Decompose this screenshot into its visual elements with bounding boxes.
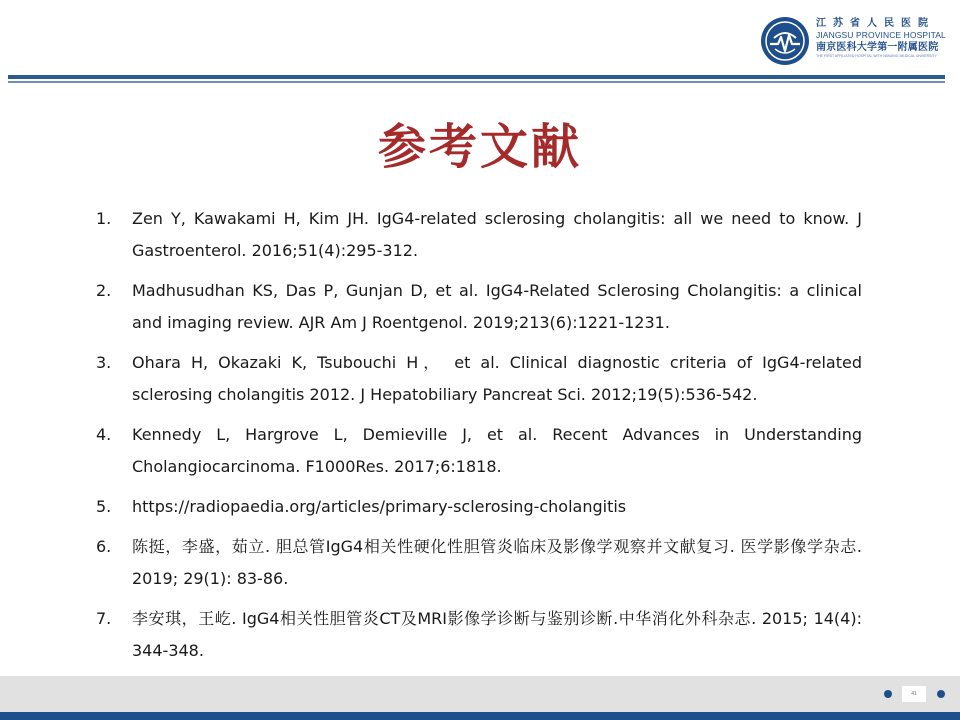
footer-dot-right-icon: [937, 690, 945, 698]
reference-text: Ohara H, Okazaki K, Tsubouchi H， et al. Clinical diagnostic criteria of IgG4-related sclerosing cholangitis 2012. J Hepatobiliary Pancreat Sci. 2012;19(5):536-542.: [132, 353, 862, 404]
hospital-logo: [760, 14, 950, 68]
reference-link[interactable]: https://radiopaedia.org/articles/primary-sclerosing-cholangitis: [132, 497, 627, 516]
reference-item: [96, 419, 862, 483]
reference-item: [96, 347, 862, 411]
logo-text-block: [816, 18, 946, 59]
footer-dot-left-icon: [884, 690, 892, 698]
reference-number: 6.: [96, 537, 112, 556]
hospital-affiliation-cn: 南京医科大学第一附属医院: [816, 42, 939, 53]
reference-item: [96, 203, 862, 267]
reference-item: [96, 491, 862, 523]
hospital-name-en: JIANGSU PROVINCE HOSPITAL: [816, 30, 946, 40]
footer-bar: [0, 712, 960, 720]
reference-number: 1.: [96, 209, 112, 228]
reference-item: [96, 275, 862, 339]
reference-list: [96, 203, 862, 675]
slide-title: 参考文献: [377, 119, 582, 175]
reference-text: 李安琪，王屹. IgG4相关性胆管炎CT及MRI影像学诊断与鉴别诊断.中华消化外科杂志. 2015; 14(4): 344-348.: [132, 609, 862, 660]
header-divider-thick: [8, 75, 945, 79]
reference-number: 4.: [96, 425, 112, 444]
page-number: 41: [902, 686, 926, 702]
hospital-name-cn: 江苏省人民医院: [816, 18, 935, 29]
reference-text: Madhusudhan KS, Das P, Gunjan D, et al. IgG4-Related Sclerosing Cholangitis: a clinical and imaging review. AJR Am J Roentgenol. 2019;213(6):1221-1231.: [132, 281, 862, 332]
reference-text: Zen Y, Kawakami H, Kim JH. IgG4-related sclerosing cholangitis: all we need to know. J Gastroenterol. 2016;51(4):295-312.: [132, 209, 862, 260]
footer-band: [0, 676, 960, 712]
reference-text: 陈挺，李盛，茹立. 胆总管IgG4相关性硬化性胆管炎临床及影像学观察并文献复习. 医学影像学杂志. 2019; 29(1): 83-86.: [132, 537, 862, 588]
header-divider-thin: [8, 81, 945, 83]
reference-text: Kennedy L, Hargrove L, Demieville J, et al. Recent Advances in Understanding Cholangiocarcinoma. F1000Res. 2017;6:1818.: [132, 425, 862, 476]
reference-item: [96, 531, 862, 595]
reference-number: 2.: [96, 281, 112, 300]
reference-number: 5.: [96, 497, 112, 516]
reference-number: 7.: [96, 609, 112, 628]
reference-item: [96, 603, 862, 667]
hospital-affiliation-en: THE FIRST AFFILIATED HOSPITAL WITH NANJING MEDICAL UNIVERSITY: [816, 54, 937, 58]
reference-number: 3.: [96, 353, 112, 372]
hospital-emblem-icon: [760, 16, 810, 66]
